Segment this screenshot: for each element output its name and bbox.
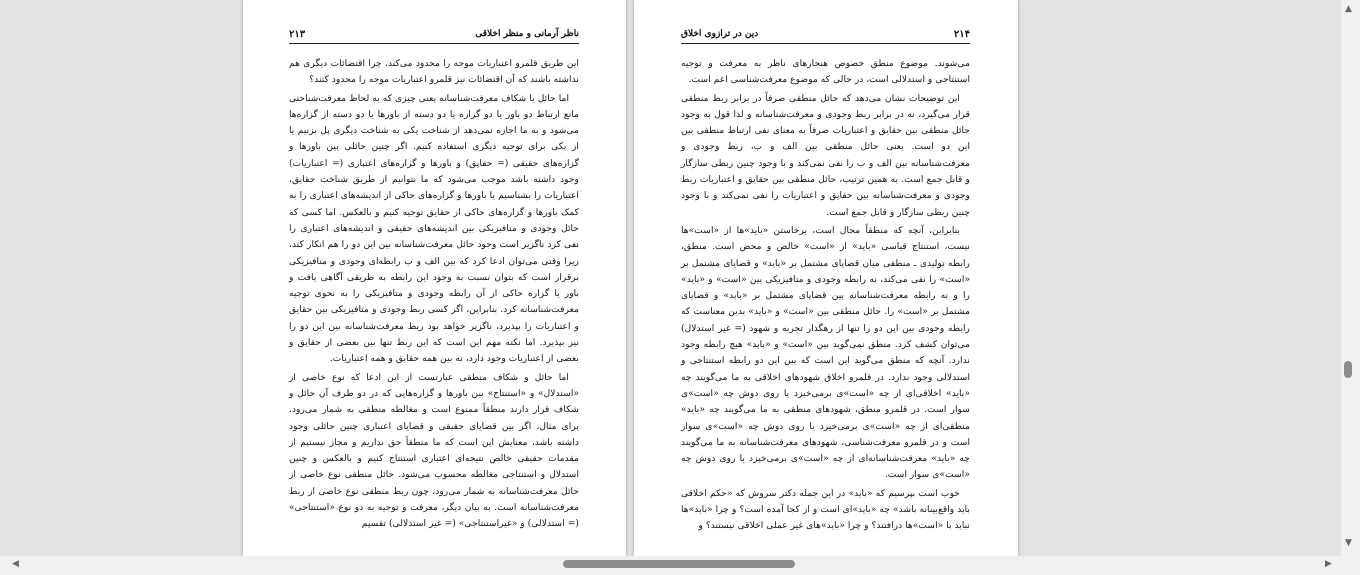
vertical-scrollbar[interactable]	[1341, 0, 1360, 556]
paragraph: خوب است بپرسیم که «باید» در این جمله دکتر سروش که «حکم اخلاقی باید واقع‌بینانه باشد» چه «باید»ای است و از کجا آمده است؟ و چرا «باید»ها نباید با «است»ها درافتند؟ و چرا «باید»های غیر عملی اخلاقی نیستند؟ و	[681, 487, 970, 532]
page-body	[681, 56, 970, 537]
document-page-left	[243, 0, 626, 556]
page-number: ۲۱۴	[953, 29, 970, 40]
paragraph: اما حائل یا شکاف معرفت‌شناسانه یعنی چیزی که به لحاظ معرفت‌شناختی مانع ارتباط دو باور یا دو گزاره یا دو دسته از باورها یا دو دسته از گزاره‌ها می‌شود و به ما اجازه نمی‌دهد از شناخت یکی به شناخت دیگری پل بزنیم یا از یکی برای توجیه دیگری استفاده کنیم. اگر چنین حائلی بین باورها و گزاره‌های حقیقی (= حقایق) و باورها و گزاره‌های اعتباری (= اعتباریات) وجود داشته باشد موجب می‌شود که ما نتوانیم از طریق شناخت حقایق، اعتباریات را بشناسیم یا باورها و گزاره‌های حاکی از اندیشه‌های اعتباری را به کمک باورها و گزاره‌های حاکی از حقایق توجیه کنیم و بالعکس. اما کسی که حائل وجودی و متافیزیکی بین اندیشه‌های حقیقی و اندیشه‌های اعتباری را نفی کرد ناگزیر است وجود حائل معرفت‌شناسانه بین این دو را هم انکار کند، زیرا وقتی می‌توان ادعا کرد که بین الف و ب رابطه‌ای وجودی و متافیزیکی برقرار است که بتوان نسبت به وجود این رابطه به طریقی آگاهی یافت و باور یا گزاره حاکی از آن رابطه وجودی و متافیزیکی را به نحوی توجیه معرفت‌شناسانه کرد. بنابراین، اگر کسی ربط وجودی و متافیزیکی بین حقایق و اعتباریات را بپذیرد، ناگزیر خواهد بود ربط معرفت‌شناسانه بین این دو را نیز بپذیرد. اما نکته مهم این است که این ربط تنها بین بعضی از حقایق و بعضی از اعتباریات وجود دارد، نه بین همه حقایق و همه اعتباریات.	[289, 92, 579, 365]
paragraph: این طریق قلمرو اعتباریات موجه را محدود می‌کند. چرا اقتضائات دیگری هم نداشته باشند که آن اقتضائات نیز قلمرو اعتباریات موجه را محدود کنند؟	[289, 58, 579, 86]
paragraph: اما حائل و شکاف منطقی عبارتست از این ادعا که نوع خاصی از «استدلال» و «استنتاج» بین باورها و گزاره‌هایی که در دو طرف آن حائل و شکاف قرار دارند منطقاً ممنوع است و مغالطه منطقی به شمار می‌رود. برای مثال، اگر بین قضایای حقیقی و قضایای اعتباری چنین حائلی وجود داشته باشد، معنایش این است که ما منطقاً حق نداریم و مجاز نیستیم از مقدمات حقیقی خالص نتیجه‌ای اعتباری استنتاج کنیم و بالعکس و چنین استدلال و استنتاجی مغالطه محسوب می‌شود. حائل منطقی نوع خاصی از حائل معرفت‌شناسانه به شمار می‌رود، چون ربط منطقی نوع خاصی از ربط معرفت‌شناسانه است. به بیان دیگر، معرفت و توجیه به دو نوع «استنتاجی» (= استدلالی) و «غیراستنتاجی» (= غیر استدلالی) تقسیم	[289, 371, 579, 530]
document-page-right	[634, 0, 1018, 556]
scroll-right-arrow-icon[interactable]: ▶	[1325, 559, 1332, 569]
page-number: ۲۱۳	[289, 29, 306, 40]
scroll-left-arrow-icon[interactable]: ◀	[12, 559, 19, 569]
paragraph: بنابراین، آنچه که منطقاً محال است، برخاستن «باید»ها از «است»ها نیست، استنتاج قیاسی «باید» از «است» خالص و محض است. منطق، رابطه تولیدی ـ منطقی میان قضایای مشتمل بر «باید» و قضایای مشتمل بر «است» را نفی می‌کند، نه رابطه وجودی و متافیزیکی بین «است» و «باید» را و نه رابطه معرفت‌شناسانه بین قضایای مشتمل بر «باید» و قضایای مشتمل بر «است» را. حائل منطقی بین «است» و «باید» بدین معناست که رابطه وجودی بین این دو را تنها از رهگذار تجربه و شهود (= غیر استدلال) می‌توان کشف کرد. منطق نمی‌گوید بین «است» و «باید» هیچ رابطه وجود ندارد. آنچه که منطق می‌گوید این است که بین این دو رابطه استنتاجی و استدلالی وجود ندارد. در قلمرو اخلاق شهودهای اخلاقی به ما می‌گویند چه «باید» اخلاقی‌ای از چه «است»ی برمی‌خیزد یا روی دوش چه «است»ی سوار است. در قلمرو منطق، شهودهای منطقی به ما می‌گویند چه «باید» منطقی‌ای از چه «است»ی برمی‌خیزد یا روی دوش چه «است»ی سوار است و در قلمرو معرفت‌شناسی، شهودهای معرفت‌شناسانه به ما می‌گویند چه «باید» معرفت‌شناسانه‌ای از چه «است»ی برمی‌خیزد یا روی دوش چه «است»ی سوار است.	[681, 224, 970, 481]
scrollbar-corner	[1341, 556, 1360, 575]
horizontal-scroll-thumb[interactable]	[563, 560, 795, 568]
page-body	[289, 56, 579, 535]
running-title: ناظر آرمانی و منظر اخلاقی	[475, 29, 579, 39]
vertical-scroll-thumb[interactable]	[1344, 361, 1352, 378]
page-header	[289, 27, 579, 44]
page-header	[681, 27, 970, 44]
scroll-down-arrow-icon[interactable]: ▼	[1345, 538, 1352, 548]
paragraph: می‌شوند. موضوع منطق خصوص هنجارهای ناظر به معرفت و توجیه استنتاجی و استدلالی است، در حالی که موضوع معرفت‌شناسی اعم است.	[681, 58, 970, 86]
scroll-up-arrow-icon[interactable]: ▲	[1345, 4, 1352, 14]
paragraph: این توضیحات نشان می‌دهد که حائل منطقی صرفاً در برابر ربط منطقی قرار می‌گیرد، نه در برابر ربط وجودی و معرفت‌شناسانه و لذا قول به وجود حائل منطقی بین حقایق و اعتباریات صرفاً به معنای نفی ارتباط منطقی بین این دو است. یعنی حائل منطقی بین الف و ب، ربط وجودی و معرفت‌شناسانه بین الف و ب را نفی نمی‌کند و با وجود چنین ربطی سازگار و قابل جمع است. به همین ترتیب، حائل منطقی بین حقایق و اعتباریات ربط وجودی و معرفت‌شناسانه بین حقایق و اعتباریات را نفی نمی‌کند و با وجود چنین ربطی سازگار و قابل جمع است.	[681, 92, 970, 218]
running-title: دین در ترازوی اخلاق	[681, 29, 759, 39]
